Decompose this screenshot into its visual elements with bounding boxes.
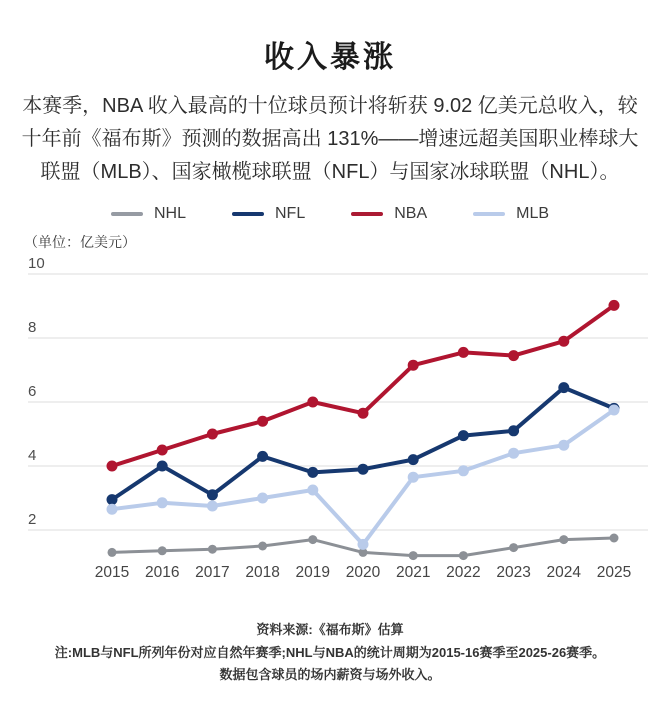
data-point-nba-2017 <box>207 429 218 440</box>
x-tick-label-2022: 2022 <box>446 564 481 581</box>
nhl-line-swatch-icon <box>111 212 143 216</box>
data-point-nba-2019 <box>307 397 318 408</box>
data-point-nhl-2017 <box>208 545 217 554</box>
data-point-mlb-2017 <box>207 501 218 512</box>
data-point-nhl-2016 <box>158 546 167 555</box>
x-tick-label-2018: 2018 <box>245 564 280 581</box>
legend-label-nfl: NFL <box>274 205 306 222</box>
data-point-mlb-2025 <box>609 405 620 416</box>
data-point-nba-2022 <box>458 347 469 358</box>
data-point-nfl-2023 <box>508 425 519 436</box>
data-point-nfl-2019 <box>307 467 318 478</box>
data-point-nfl-2015 <box>107 494 118 505</box>
data-point-nba-2025 <box>609 300 620 311</box>
page-title: 收入暴涨 <box>264 41 396 74</box>
data-point-mlb-2020 <box>358 539 369 550</box>
x-tick-label-2019: 2019 <box>295 564 331 581</box>
data-point-nfl-2016 <box>157 461 168 472</box>
nfl-line-swatch-icon <box>232 212 264 216</box>
data-point-nhl-2015 <box>108 548 117 557</box>
legend-label-mlb: MLB <box>516 205 550 222</box>
data-point-nhl-2019 <box>308 535 317 544</box>
series-line-nba <box>112 305 614 466</box>
data-source-note: 资料来源:《福布斯》估算 <box>256 622 404 637</box>
data-point-mlb-2019 <box>307 485 318 496</box>
data-point-mlb-2023 <box>508 448 519 459</box>
x-tick-label-2023: 2023 <box>496 564 531 581</box>
data-point-nhl-2022 <box>459 551 468 560</box>
y-axis-unit-label: （单位：亿美元） <box>24 234 136 250</box>
data-point-mlb-2022 <box>458 465 469 476</box>
data-point-nfl-2022 <box>458 430 469 441</box>
data-point-mlb-2015 <box>107 504 118 515</box>
series-line-mlb <box>112 410 614 544</box>
data-point-nba-2024 <box>558 336 569 347</box>
x-tick-label-2025: 2025 <box>596 564 632 581</box>
legend-label-nba: NBA <box>394 205 428 222</box>
data-point-nfl-2021 <box>408 454 419 465</box>
x-tick-label-2017: 2017 <box>195 564 230 581</box>
legend-item-nhl <box>111 205 186 223</box>
legend-item-nfl <box>232 205 305 223</box>
data-point-mlb-2018 <box>257 493 268 504</box>
y-tick-label-6: 6 <box>28 383 37 400</box>
data-point-mlb-2021 <box>408 472 419 483</box>
legend-item-mlb <box>473 205 549 223</box>
y-tick-label-4: 4 <box>28 447 37 464</box>
article-description: 本赛季，NBA 收入最高的十位球员预计将斩获 9.02 亿美元总收入，较十年前《福布斯》预测的数据高出 131%——增速远超美国职业棒球大联盟（MLB）、国家橄榄球联盟（NFL）与国家冰球联盟（NHL）。 <box>21 95 639 183</box>
legend-label-nhl: NHL <box>153 205 186 222</box>
nba-line-swatch-icon <box>351 212 383 216</box>
data-point-mlb-2016 <box>157 497 168 508</box>
data-point-nba-2016 <box>157 445 168 456</box>
data-point-nba-2020 <box>358 408 369 419</box>
data-point-nba-2021 <box>408 360 419 371</box>
legend-item-nba <box>351 205 427 223</box>
chart-legend <box>0 205 660 223</box>
data-point-mlb-2024 <box>558 440 569 451</box>
data-point-nhl-2023 <box>509 543 518 552</box>
data-point-nhl-2018 <box>258 542 267 551</box>
x-tick-label-2021: 2021 <box>395 564 431 581</box>
revenue-line-chart <box>0 255 660 600</box>
y-tick-label-8: 8 <box>28 319 37 336</box>
data-point-nfl-2024 <box>558 382 569 393</box>
x-tick-label-2015: 2015 <box>94 564 130 581</box>
data-point-nfl-2020 <box>358 464 369 475</box>
footnote-line2: 数据包含球员的场内薪资与场外收入。 <box>219 667 441 682</box>
mlb-line-swatch-icon <box>473 212 505 216</box>
x-tick-label-2020: 2020 <box>345 564 381 581</box>
data-point-nba-2023 <box>508 350 519 361</box>
x-tick-label-2016: 2016 <box>144 564 180 581</box>
y-tick-label-2: 2 <box>28 511 37 528</box>
data-point-nhl-2024 <box>559 535 568 544</box>
data-point-nhl-2021 <box>409 551 418 560</box>
data-point-nba-2015 <box>107 461 118 472</box>
x-tick-label-2024: 2024 <box>546 564 582 581</box>
data-point-nba-2018 <box>257 416 268 427</box>
data-point-nfl-2018 <box>257 451 268 462</box>
footnote-line1: 注:MLB与NFL所列年份对应自然年赛季;NHL与NBA的统计周期为2015-16赛季至2025-26赛季。 <box>54 645 606 660</box>
data-point-nhl-2025 <box>610 534 619 543</box>
y-tick-label-10: 10 <box>28 255 45 272</box>
data-point-nfl-2017 <box>207 489 218 500</box>
